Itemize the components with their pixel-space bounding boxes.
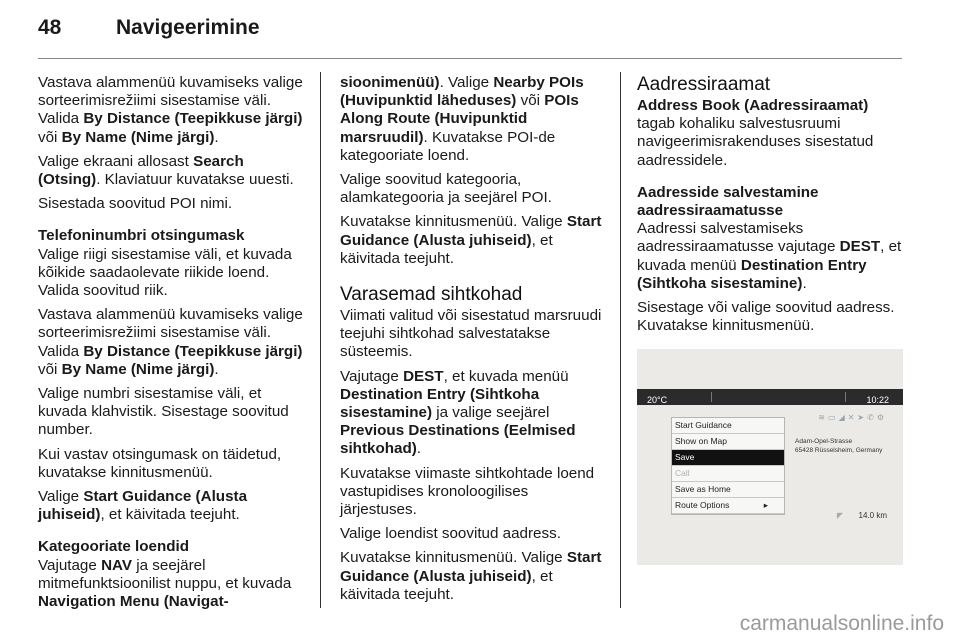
route-distance-icon: ◤: [836, 511, 843, 521]
subheading: Kategooriate loendid: [38, 538, 190, 556]
address-city: 65428 Rüsselsheim, Germany: [795, 447, 883, 455]
menu-item-call[interactable]: Call: [672, 466, 784, 482]
paragraph: Valige riigi sisestamise väli, et kuvada kõikide saadaolevate riikide loend. Valida soovitud riik.: [38, 245, 292, 300]
clock: 10:22: [866, 395, 889, 406]
column-divider: [620, 72, 621, 608]
mute-icon: ✕: [847, 413, 858, 423]
battery-icon: ▭: [828, 413, 839, 423]
paragraph: Vastava alammenüü kuvamiseks valige sorteerimisrežiimi sisestamise väli. Valida By Distance (Teepikkuse järgi) või By Name (Nime järgi).: [38, 306, 303, 378]
chevron-right-icon: ▸: [763, 500, 768, 511]
paragraph: Sisestada soovitud POI nimi.: [38, 195, 233, 213]
subheading: Address Book (Aadressiraamat): [637, 97, 869, 114]
page-number: 48: [38, 16, 62, 39]
distance: 14.0 km: [858, 511, 887, 521]
phone-icon: ✆: [867, 413, 877, 423]
navigation-arrow-icon: ➤: [857, 413, 868, 423]
menu-item-save-as-home[interactable]: Save as Home: [672, 482, 784, 498]
signal-icon: ◢: [838, 413, 848, 423]
watermark: carmanualsonline.info: [739, 612, 944, 635]
menu-item-show-on-map[interactable]: Show on Map: [672, 434, 784, 450]
chapter-title: Navigeerimine: [116, 16, 260, 39]
column-2: [340, 74, 608, 610]
infotainment-screen-figure: [637, 349, 903, 565]
section-heading: Varasemad sihtkohad: [340, 284, 523, 306]
divider: [711, 392, 712, 402]
section-heading: Aadressiraamat: [637, 74, 771, 95]
status-bar: [637, 389, 903, 405]
header-rule: [38, 58, 902, 59]
paragraph: Valige loendist soovitud aadress.: [340, 525, 561, 543]
paragraph: Vajutage DEST, et kuvada menüü Destination Entry (Sihtkoha sisestamine) ja valige seejärel Previous Destinations (Eelmised sihtkohad).: [340, 367, 576, 458]
status-icons: [818, 409, 887, 427]
divider: [845, 392, 846, 402]
confirmation-menu: [671, 417, 785, 515]
paragraph: tagab kohaliku salvestusruumi navigeerimisrakenduses sisestatud aadressidele.: [637, 115, 874, 169]
paragraph: Sisestage või valige soovitud aadress. Kuvatakse kinnitusmenüü.: [637, 299, 895, 335]
paragraph: Valige numbri sisestamise väli, et kuvada klahvistik. Sisestage soovitud number.: [38, 385, 289, 439]
column-3: [637, 74, 907, 565]
paragraph: Kuvatakse kinnitusmenüü. Valige Start Guidance (Alusta juhiseid), et käivitada teejuht.: [340, 213, 602, 267]
subheading: Telefoninumbri otsingumask: [38, 227, 245, 245]
paragraph: Vastava alammenüü kuvamiseks valige sorteerimisrežiimi sisestamise väli. Valida By Distance (Teepikkuse järgi) või By Name (Nime järgi).: [38, 74, 303, 146]
paragraph: Aadressi salvestamiseks aadressiraamatusse vajutage DEST, et kuvada menüü Destination Entry (Sihtkoha sisestamine).: [637, 220, 902, 292]
paragraph: sioonimenüü). Valige Nearby POIs (Huvipunktid läheduses) või POIs Along Route (Huvipunktid marsruudil). Kuvatakse POI-de kategooriate loend.: [340, 74, 584, 164]
paragraph: Kuvatakse viimaste sihtkohtade loend vastupidises kronoloogilises järjestuses.: [340, 464, 595, 519]
column-1: [38, 74, 306, 617]
subheading: Aadresside salvestamine aadressiraamatusse: [637, 183, 819, 220]
paragraph: Kuvatakse kinnitusmenüü. Valige Start Guidance (Alusta juhiseid), et käivitada teejuht.: [340, 549, 602, 603]
address: [795, 437, 882, 455]
wifi-icon: ≋: [818, 413, 828, 423]
paragraph: Vajutage NAV ja seejärel mitmefunktsioonilist nuppu, et kuvada Navigation Menu (Navigat-: [38, 556, 292, 611]
menu-item-route-options[interactable]: Route Options ▸: [672, 498, 784, 514]
paragraph: Valige ekraani allosast Search (Otsing). Klaviatuur kuvatakse uuesti.: [38, 152, 294, 189]
paragraph: Valige Start Guidance (Alusta juhiseid), et käivitada teejuht.: [38, 488, 248, 524]
address-street: Adam-Opel-Strasse: [795, 438, 853, 446]
settings-icon: ⚙: [876, 413, 887, 423]
menu-item-save[interactable]: Save: [672, 450, 784, 466]
menu-item-start-guidance[interactable]: Start Guidance: [672, 418, 784, 434]
paragraph: Kui vastav otsingumask on täidetud, kuvatakse kinnitusmenüü.: [38, 445, 282, 481]
paragraph: Valige soovitud kategooria, alamkategooria ja seejärel POI.: [340, 171, 552, 207]
paragraph: Viimati valitud või sisestatud marsruudi teejuhi sihtkohad salvestatakse süsteemis.: [340, 307, 602, 361]
column-divider: [320, 72, 321, 608]
temperature: 20°C: [647, 395, 668, 406]
